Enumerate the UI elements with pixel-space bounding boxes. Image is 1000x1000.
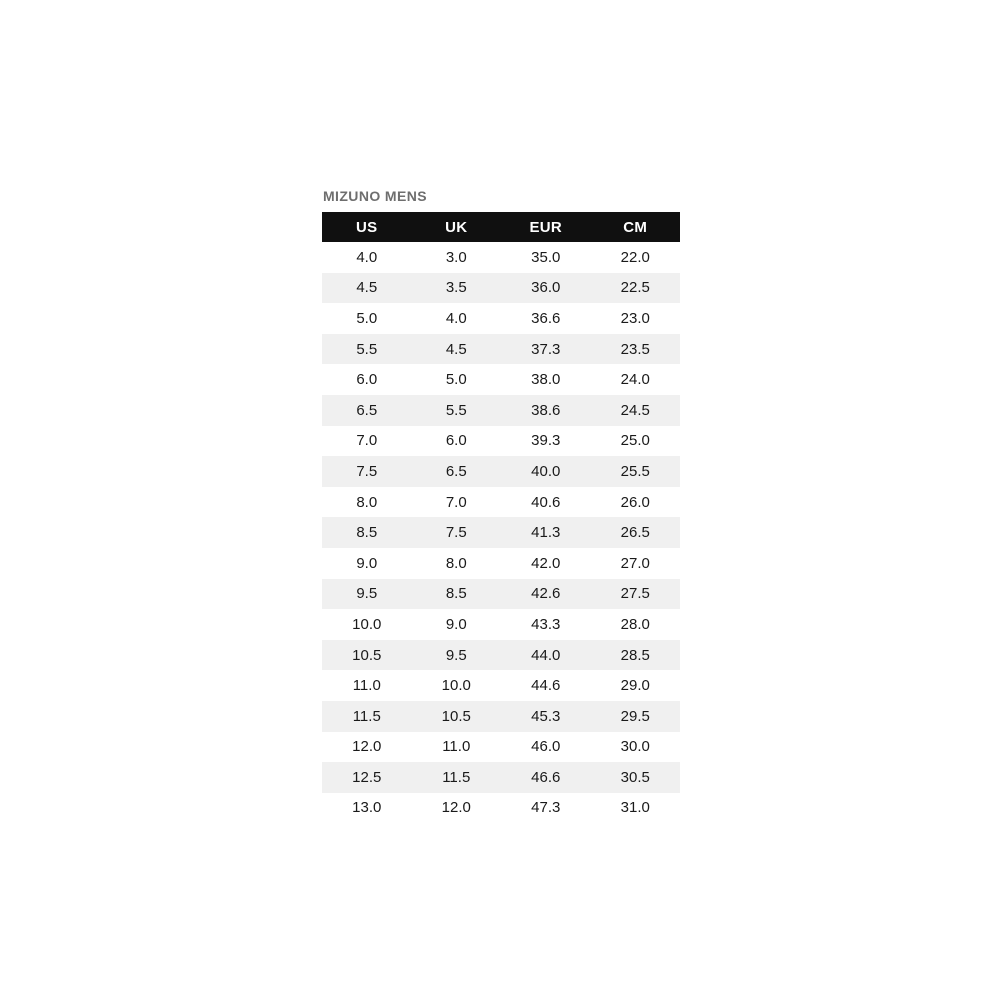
cell-cm: 28.0 (620, 615, 650, 633)
cell-eur: 43.3 (531, 615, 561, 633)
cell-us: 5.5 (356, 340, 378, 358)
cell-eur: 38.6 (531, 401, 561, 419)
cell-uk: 3.0 (445, 248, 467, 266)
size-table (322, 212, 680, 823)
cell-eur: 42.0 (531, 554, 561, 572)
cell-us: 12.0 (352, 738, 382, 756)
table-row (322, 640, 680, 671)
cell-cm: 25.0 (620, 432, 650, 450)
cell-us: 13.0 (352, 799, 382, 817)
cell-eur: 42.6 (531, 585, 561, 603)
header-row (322, 212, 680, 242)
cell-cm: 23.5 (620, 340, 650, 358)
cell-cm: 30.0 (620, 738, 650, 756)
table-row (322, 273, 680, 304)
cell-eur: 41.3 (531, 524, 561, 542)
cell-us: 11.0 (352, 677, 381, 695)
cell-eur: 46.0 (531, 738, 561, 756)
cell-cm: 25.5 (620, 462, 650, 480)
table-row (322, 732, 680, 763)
table-row (322, 364, 680, 395)
cell-uk: 6.5 (445, 462, 467, 480)
table-row (322, 517, 680, 548)
cell-uk: 6.0 (445, 432, 467, 450)
cell-eur: 36.0 (531, 279, 561, 297)
cell-cm: 29.0 (620, 677, 650, 695)
cell-uk: 5.5 (445, 401, 467, 419)
cell-cm: 26.5 (620, 524, 650, 542)
cell-uk: 8.5 (445, 585, 467, 603)
cell-cm: 22.0 (620, 248, 650, 266)
cell-cm: 27.0 (620, 554, 650, 572)
table-row (322, 701, 680, 732)
cell-uk: 11.5 (442, 768, 471, 786)
cell-eur: 40.6 (531, 493, 561, 511)
cell-eur: 45.3 (531, 707, 561, 725)
cell-us: 10.0 (352, 615, 382, 633)
cell-cm: 24.5 (620, 401, 650, 419)
cell-uk: 11.0 (442, 738, 471, 756)
cell-us: 6.0 (356, 371, 378, 389)
header-cell-cm: CM (591, 212, 681, 242)
size-table-body (322, 242, 680, 823)
cell-cm: 28.5 (620, 646, 650, 664)
cell-eur: 36.6 (531, 309, 561, 327)
cell-uk: 4.5 (445, 340, 467, 358)
cell-cm: 26.0 (620, 493, 650, 511)
size-table-head (322, 212, 680, 242)
cell-eur: 44.6 (531, 677, 561, 695)
cell-us: 9.5 (356, 585, 378, 603)
table-row (322, 762, 680, 793)
size-chart (322, 188, 680, 823)
cell-uk: 4.0 (445, 309, 467, 327)
cell-uk: 8.0 (445, 554, 467, 572)
cell-eur: 44.0 (531, 646, 561, 664)
cell-us: 7.5 (356, 462, 378, 480)
cell-uk: 12.0 (441, 799, 471, 817)
table-row (322, 395, 680, 426)
cell-uk: 7.0 (445, 493, 467, 511)
table-row (322, 487, 680, 518)
cell-us: 9.0 (356, 554, 378, 572)
table-row (322, 670, 680, 701)
cell-us: 8.5 (356, 524, 378, 542)
cell-eur: 38.0 (531, 371, 561, 389)
cell-us: 10.5 (352, 646, 382, 664)
cell-eur: 46.6 (531, 768, 561, 786)
table-row (322, 303, 680, 334)
cell-cm: 31.0 (620, 799, 650, 817)
table-row (322, 579, 680, 610)
cell-uk: 9.5 (445, 646, 467, 664)
table-row (322, 793, 680, 824)
cell-cm: 22.5 (620, 279, 650, 297)
cell-cm: 30.5 (620, 768, 650, 786)
cell-uk: 10.0 (441, 677, 471, 695)
cell-eur: 37.3 (531, 340, 561, 358)
header-cell-eur: EUR (501, 212, 591, 242)
cell-us: 8.0 (356, 493, 378, 511)
table-row (322, 242, 680, 273)
table-row (322, 548, 680, 579)
cell-us: 5.0 (356, 309, 378, 327)
cell-eur: 39.3 (531, 432, 561, 450)
cell-cm: 24.0 (620, 371, 650, 389)
cell-us: 4.5 (356, 279, 378, 297)
cell-uk: 10.5 (441, 707, 471, 725)
size-chart-title: MIZUNO MENS (323, 188, 427, 204)
cell-cm: 29.5 (620, 707, 650, 725)
header-cell-us: US (322, 212, 412, 242)
cell-eur: 47.3 (531, 799, 561, 817)
table-row (322, 334, 680, 365)
cell-us: 7.0 (356, 432, 378, 450)
table-row (322, 426, 680, 457)
cell-uk: 5.0 (445, 371, 467, 389)
cell-uk: 3.5 (445, 279, 467, 297)
cell-eur: 40.0 (531, 462, 561, 480)
cell-uk: 9.0 (445, 615, 467, 633)
cell-us: 6.5 (356, 401, 378, 419)
cell-eur: 35.0 (531, 248, 561, 266)
cell-us: 12.5 (352, 768, 382, 786)
cell-cm: 23.0 (620, 309, 650, 327)
table-row (322, 456, 680, 487)
cell-uk: 7.5 (445, 524, 467, 542)
cell-us: 4.0 (356, 248, 378, 266)
cell-us: 11.5 (352, 707, 381, 725)
header-cell-uk: UK (412, 212, 502, 242)
table-row (322, 609, 680, 640)
cell-cm: 27.5 (620, 585, 650, 603)
